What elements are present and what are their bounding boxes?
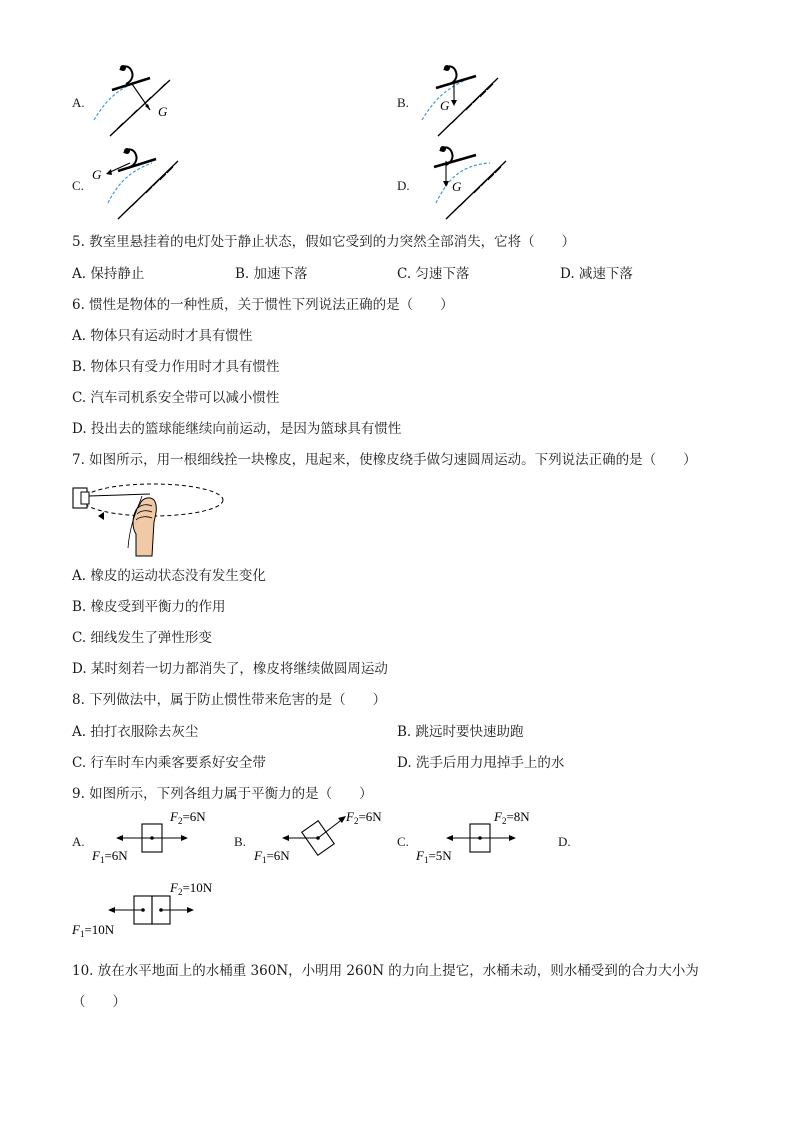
q9-option-d-label[interactable]: D.	[558, 834, 571, 849]
q9-b-f2-value: =6N	[358, 809, 382, 824]
svg-text:F1=6N	[253, 848, 290, 865]
q9-a-f2-symbol: F	[170, 809, 178, 824]
q9-d-f1-sub: 1	[79, 929, 85, 939]
svg-text:F2=10N	[169, 880, 213, 897]
q9-figure-c	[414, 808, 554, 868]
q7-stem: 7. 如图所示，用一根细线拴一块橡皮，甩起来，使橡皮绕手做匀速圆周运动。下列说法正确的是（ ）	[72, 452, 697, 468]
q6-stem: 6. 惯性是物体的一种性质，关于惯性下列说法正确的是（ ）	[72, 297, 454, 313]
q9-b-f1-value: =6N	[266, 848, 290, 863]
q4-figure-b	[418, 62, 528, 142]
q9-c-f2-sub: 2	[501, 816, 507, 826]
q8-option-c[interactable]: C. 行车时车内乘客要系好安全带	[72, 755, 266, 771]
q4-d-g-label: G	[452, 179, 462, 194]
q9-d-f2-sub: 2	[177, 887, 183, 897]
q9-d-f2-value: =10N	[182, 880, 213, 895]
svg-text:F1=6N	[91, 848, 128, 865]
q8-option-a[interactable]: A. 拍打衣服除去灰尘	[72, 724, 199, 740]
q9-c-f1-symbol: F	[416, 848, 424, 863]
q9-c-f2-value: =8N	[506, 809, 530, 824]
q4-figure-c	[90, 145, 200, 225]
q10-stem-line1: 10. 放在水平地面上的水桶重 360N，小明用 260N 的力向上提它，水桶未动，则水桶受到的合力大小为	[72, 963, 699, 979]
q5-stem: 5. 教室里悬挂着的电灯处于静止状态，假如它受到的力突然全部消失，它将（ ）	[72, 234, 576, 250]
q9-d-f1-symbol: F	[72, 922, 80, 937]
q7-option-c[interactable]: C. 细线发生了弹性形变	[72, 630, 212, 646]
q9-d-f2-symbol: F	[170, 880, 178, 895]
q7-option-a[interactable]: A. 橡皮的运动状态没有发生变化	[72, 568, 266, 584]
q5-option-a[interactable]: A. 保持静止	[72, 266, 145, 282]
q6-option-a[interactable]: A. 物体只有运动时才具有惯性	[72, 328, 253, 344]
q4-figure-a	[90, 62, 200, 142]
q9-a-f2-value: =6N	[182, 809, 206, 824]
q9-figure-b	[252, 808, 402, 868]
q6-option-c[interactable]: C. 汽车司机系安全带可以减小惯性	[72, 390, 280, 406]
q8-option-d[interactable]: D. 洗手后用力甩掉手上的水	[397, 755, 565, 771]
q6-option-b[interactable]: B. 物体只有受力作用时才具有惯性	[72, 359, 280, 375]
q9-option-a-label[interactable]: A.	[72, 834, 85, 849]
q9-b-f1-sub: 1	[261, 855, 267, 865]
q8-option-b[interactable]: B. 跳远时要快速助跑	[397, 724, 524, 740]
q5-option-b[interactable]: B. 加速下落	[235, 266, 308, 282]
q9-b-f2-sub: 2	[353, 816, 359, 826]
q4-figure-d	[418, 145, 528, 225]
q9-c-f1-sub: 1	[423, 855, 429, 865]
q5-option-c[interactable]: C. 匀速下落	[397, 266, 470, 282]
q9-d-f1-value: =10N	[84, 922, 115, 937]
svg-text:F1=5N	[415, 848, 452, 865]
svg-text:F1=10N	[71, 922, 115, 939]
q6-option-d[interactable]: D. 投出去的篮球能继续向前运动，是因为篮球具有惯性	[72, 421, 402, 437]
q9-b-f1-symbol: F	[254, 848, 262, 863]
svg-text:F2=6N	[169, 809, 206, 826]
q7-option-d[interactable]: D. 某时刻若一切力都消失了，橡皮将继续做圆周运动	[72, 661, 388, 677]
q7-option-b[interactable]: B. 橡皮受到平衡力的作用	[72, 599, 226, 615]
q9-a-f1-symbol: F	[92, 848, 100, 863]
svg-text:F2=8N	[493, 809, 530, 826]
q5-option-d[interactable]: D. 减速下落	[560, 266, 633, 282]
q9-figure-a	[90, 808, 230, 868]
q9-c-f1-value: =5N	[428, 848, 452, 863]
q9-a-f1-value: =6N	[104, 848, 128, 863]
q9-stem: 9. 如图所示，下列各组力属于平衡力的是（ ）	[72, 786, 373, 802]
q4-option-c-label[interactable]: C.	[72, 178, 84, 193]
q4-option-d-label[interactable]: D.	[397, 178, 410, 193]
q9-c-f2-symbol: F	[494, 809, 502, 824]
q4-c-g-label: G	[92, 167, 102, 182]
q9-option-b-label[interactable]: B.	[234, 834, 246, 849]
q8-stem: 8. 下列做法中，属于防止惯性带来危害的是（ ）	[72, 692, 387, 708]
q9-a-f1-sub: 1	[99, 855, 105, 865]
q9-figure-d	[72, 876, 242, 942]
q10-stem-line2: （ ）	[72, 994, 126, 1010]
q4-option-b-label[interactable]: B.	[397, 95, 409, 110]
svg-text:F2=6N	[345, 809, 382, 826]
q9-a-f2-sub: 2	[177, 816, 183, 826]
q9-b-f2-symbol: F	[346, 809, 354, 824]
q7-figure-eraser-circle	[70, 478, 230, 560]
q4-a-g-label: G	[158, 104, 168, 119]
q4-option-a-label[interactable]: A.	[72, 95, 85, 110]
q4-b-g-label: G	[440, 98, 450, 113]
q9-option-c-label[interactable]: C.	[397, 834, 409, 849]
